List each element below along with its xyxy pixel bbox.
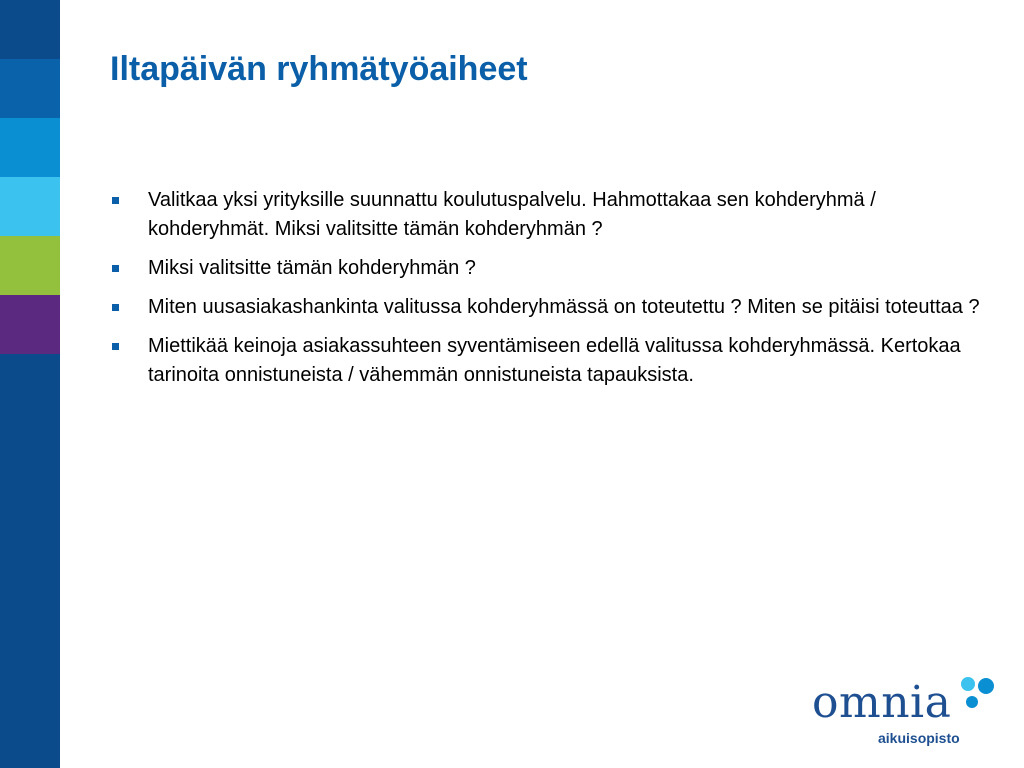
bullet-item bbox=[110, 186, 990, 244]
square-bullet-icon bbox=[112, 197, 119, 204]
side-stripe-green bbox=[0, 236, 60, 295]
square-bullet-icon bbox=[112, 265, 119, 272]
bullet-list bbox=[110, 186, 990, 400]
square-bullet-icon bbox=[112, 304, 119, 311]
logo-wordmark: omnia bbox=[812, 677, 952, 728]
side-stripe-dark-blue bbox=[0, 0, 60, 59]
bullet-item bbox=[110, 293, 990, 322]
decorative-side-bar bbox=[0, 0, 60, 768]
side-stripe-cyan bbox=[0, 118, 60, 177]
logo-subtitle: aikuisopisto bbox=[878, 730, 960, 746]
square-bullet-icon bbox=[112, 343, 119, 350]
bullet-item bbox=[110, 254, 990, 283]
side-stripe-dark-blue-bottom bbox=[0, 354, 60, 768]
bullet-text: Miksi valitsitte tämän kohderyhmän ? bbox=[148, 257, 476, 279]
slide-title: Iltapäivän ryhmätyöaiheet bbox=[110, 50, 528, 88]
logo-dots-icon bbox=[954, 672, 1000, 712]
side-stripe-blue bbox=[0, 59, 60, 118]
bullet-item bbox=[110, 332, 990, 390]
bullet-text: Valitkaa yksi yrityksille suunnattu koulutuspalvelu. Hahmottakaa sen kohderyhmä / kohderyhmät. Miksi valitsitte tämän kohderyhmän ? bbox=[148, 189, 876, 240]
side-stripe-purple bbox=[0, 295, 60, 354]
bullet-text: Miettikää keinoja asiakassuhteen syventämiseen edellä valitussa kohderyhmässä. Kertokaa tarinoita onnistuneista / vähemmän onnistuneista tapauksista. bbox=[148, 335, 961, 386]
side-stripe-light-cyan bbox=[0, 177, 60, 236]
bullet-text: Miten uusasiakashankinta valitussa kohderyhmässä on toteutettu ? Miten se pitäisi toteuttaa ? bbox=[148, 296, 980, 318]
omnia-logo bbox=[812, 672, 1002, 752]
